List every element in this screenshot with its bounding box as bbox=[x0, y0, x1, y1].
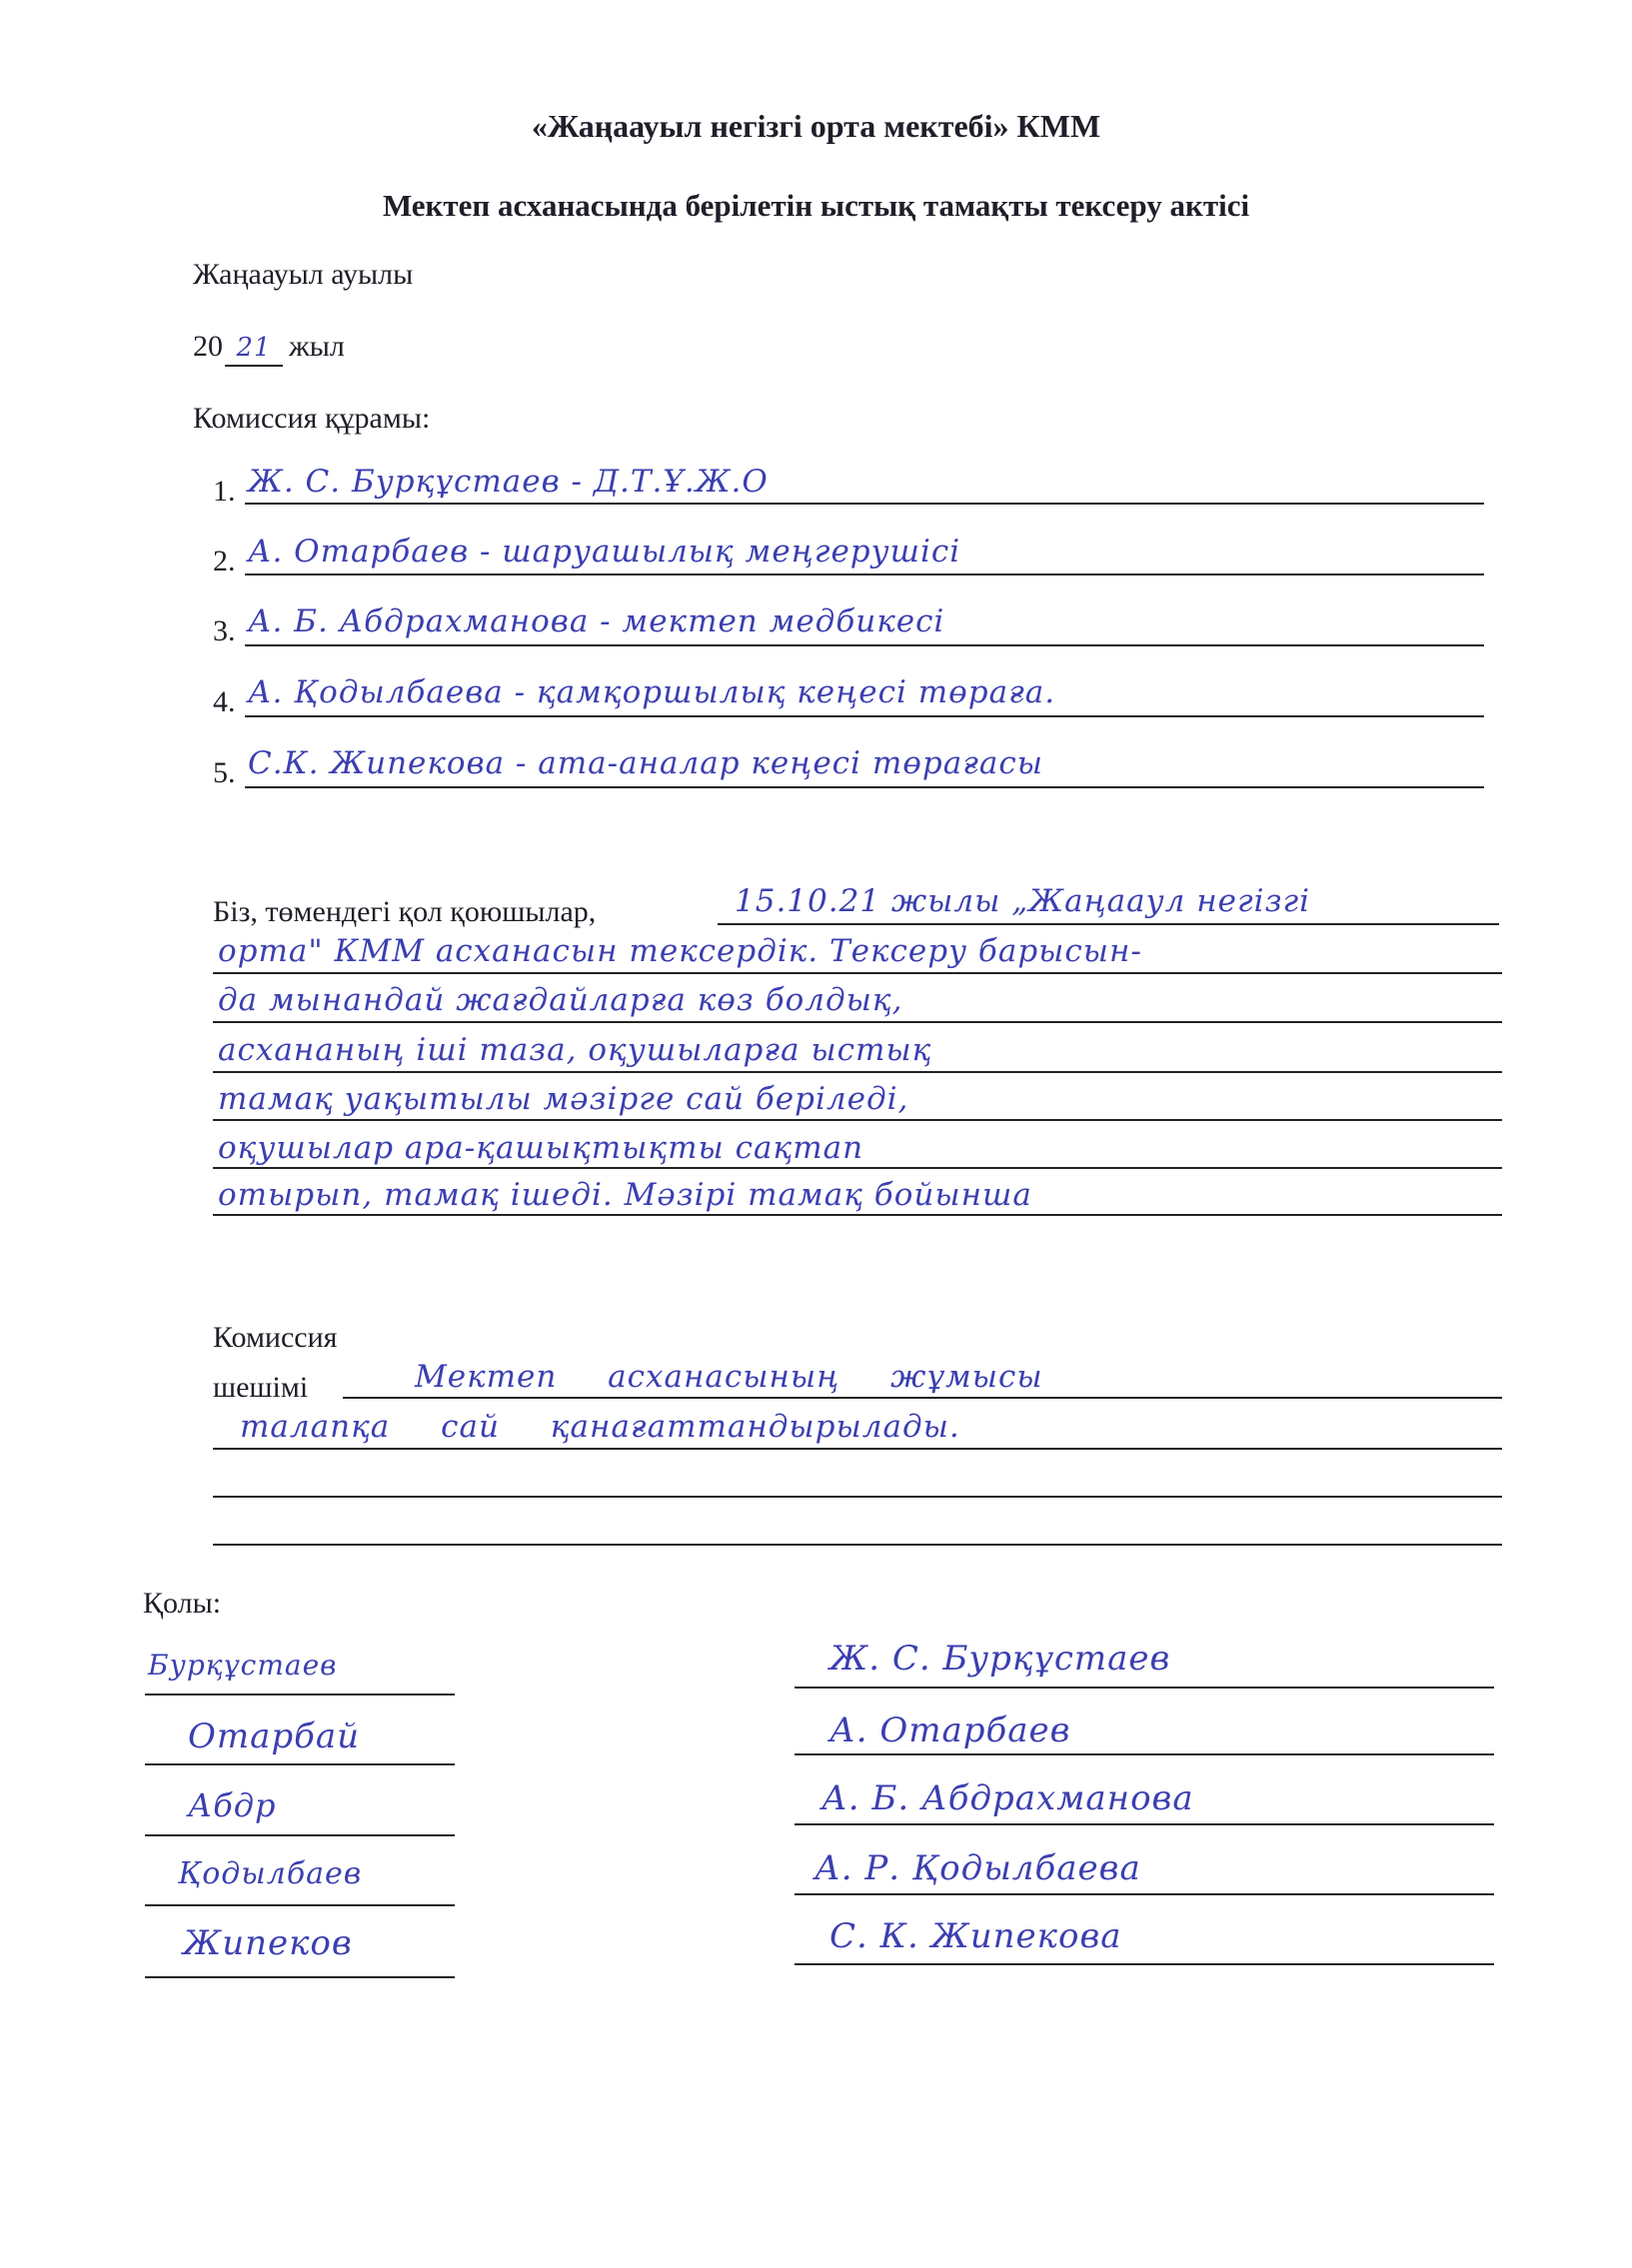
signer-name-3[interactable]: А. Б. Абдрахманова bbox=[821, 1778, 1194, 1818]
signer-name-2[interactable]: А. Отарбаев bbox=[829, 1710, 1071, 1750]
underline bbox=[213, 1496, 1502, 1498]
underline bbox=[245, 786, 1484, 788]
underline bbox=[145, 1763, 455, 1765]
statement-line-2[interactable]: орта" КММ асханасын тексердік. Тексеру барысын- bbox=[218, 933, 1142, 969]
decision-line-1[interactable]: Мектеп асханасының жұмысы bbox=[415, 1359, 1043, 1395]
underline bbox=[213, 1021, 1502, 1023]
member-field[interactable]: Ж. С. Бурқұстаев - Д.Т.Ұ.Ж.О bbox=[248, 464, 769, 500]
member-field[interactable]: А. Қодылбаева - қамқоршылық кеңесі төраға. bbox=[248, 674, 1056, 710]
year-field[interactable] bbox=[225, 330, 283, 367]
underline bbox=[213, 1119, 1502, 1121]
underline bbox=[245, 573, 1484, 575]
org-title: «Жаңаауыл негізгі орта мектебі» КММ bbox=[531, 108, 1101, 144]
underline bbox=[245, 503, 1484, 505]
signatures-label: Қолы: bbox=[143, 1587, 222, 1620]
member-field[interactable]: А. Отарбаев - шаруашылық меңгерушісі bbox=[248, 534, 961, 569]
underline bbox=[213, 1071, 1502, 1073]
year-line bbox=[193, 330, 345, 367]
decision-label-1: Комиссия bbox=[213, 1321, 338, 1354]
underline bbox=[795, 1753, 1494, 1755]
signer-name-4[interactable]: А. Р. Қодылбаева bbox=[815, 1848, 1141, 1888]
underline bbox=[795, 1823, 1494, 1825]
underline bbox=[795, 1963, 1494, 1965]
statement-lead: Біз, төмендегі қол қоюшылар, bbox=[213, 895, 597, 928]
decision-label-2: шешімі bbox=[213, 1371, 309, 1404]
underline bbox=[795, 1893, 1494, 1895]
statement-line-4[interactable]: асхананың іші таза, оқушыларға ыстық bbox=[218, 1032, 932, 1068]
signature-5[interactable]: Жипеков bbox=[183, 1923, 353, 1963]
year-handwritten: 21 bbox=[236, 333, 272, 363]
member-number: 5. bbox=[213, 756, 236, 789]
member-number: 2. bbox=[213, 545, 236, 577]
year-suffix: жыл bbox=[289, 330, 345, 363]
signer-name-5[interactable]: С. К. Жипекова bbox=[829, 1916, 1122, 1956]
underline bbox=[718, 923, 1499, 925]
statement-line-6[interactable]: оқушылар ара-қашықтықты сақтап bbox=[218, 1130, 864, 1166]
commission-label: Комиссия құрамы: bbox=[193, 402, 431, 435]
underline bbox=[213, 1448, 1502, 1450]
underline bbox=[145, 1694, 455, 1696]
signature-4[interactable]: Қодылбаев bbox=[178, 1856, 363, 1891]
statement-line-7[interactable]: отырып, тамақ ішеді. Мәзірі тамақ бойынша bbox=[218, 1177, 1032, 1213]
underline bbox=[145, 1904, 455, 1906]
member-number: 4. bbox=[213, 685, 236, 718]
statement-line-1[interactable]: 15.10.21 жылы „Жаңааул негізгі bbox=[735, 883, 1311, 919]
member-number: 1. bbox=[213, 475, 236, 508]
signature-3[interactable]: Абдр bbox=[188, 1786, 277, 1824]
signer-name-1[interactable]: Ж. С. Бурқұстаев bbox=[829, 1639, 1171, 1679]
underline bbox=[343, 1397, 1502, 1399]
underline bbox=[795, 1687, 1494, 1689]
underline bbox=[245, 644, 1484, 646]
member-number: 3. bbox=[213, 614, 236, 647]
underline bbox=[245, 715, 1484, 717]
member-field[interactable]: С.К. Жипекова - ата-аналар кеңесі төрағасы bbox=[248, 745, 1043, 781]
member-field[interactable]: А. Б. Абдрахманова - мектеп медбикесі bbox=[248, 603, 945, 639]
underline bbox=[213, 972, 1502, 974]
underline bbox=[213, 1544, 1502, 1546]
underline bbox=[213, 1167, 1502, 1169]
signature-1[interactable]: Бурқұстаев bbox=[148, 1649, 338, 1682]
year-prefix: 20 bbox=[193, 330, 223, 363]
underline bbox=[145, 1834, 455, 1836]
signature-2[interactable]: Отарбай bbox=[188, 1716, 361, 1756]
document-title: Мектеп асханасында берілетін ыстық тамақты тексеру актісі bbox=[382, 188, 1250, 223]
statement-line-5[interactable]: тамақ уақытылы мәзірге сай беріледі, bbox=[218, 1081, 909, 1117]
statement-line-3[interactable]: да мынандай жағдайларға көз болдық, bbox=[218, 982, 903, 1018]
underline bbox=[213, 1214, 1502, 1216]
decision-line-2[interactable]: талапқа сай қанағаттандырылады. bbox=[240, 1409, 960, 1445]
underline bbox=[145, 1976, 455, 1978]
place-label: Жаңаауыл ауылы bbox=[193, 258, 414, 291]
